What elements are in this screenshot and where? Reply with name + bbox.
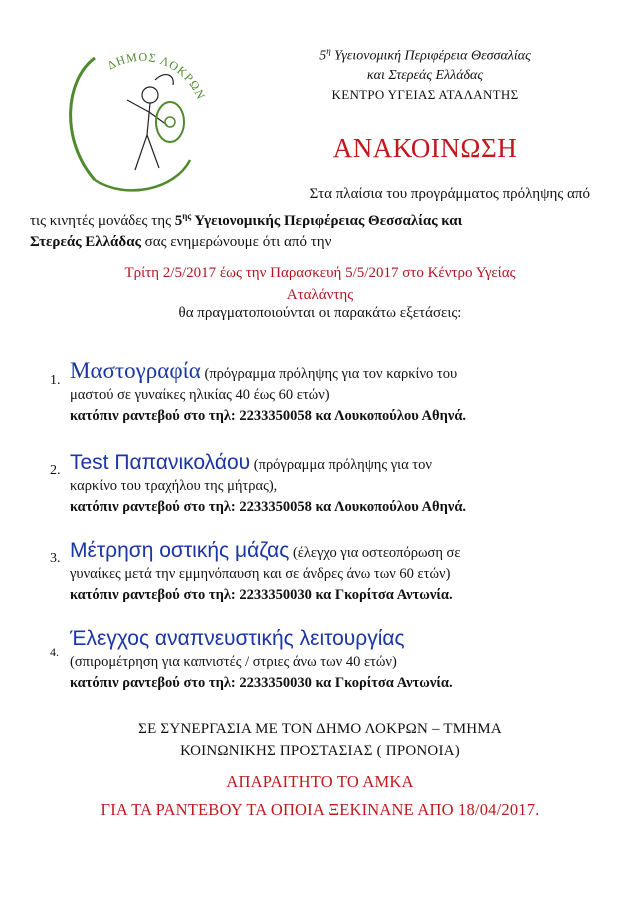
exam-title: Μαστογραφία <box>70 358 201 383</box>
exams-intro: θα πραγματοποιούνται οι παρακάτω εξετάσεις: <box>178 305 462 321</box>
header <box>250 42 600 104</box>
header-line-3: ΚΕΝΤΡΟ ΥΓΕΙΑΣ ΑΤΑΛΑΝΤΗΣ <box>331 86 519 102</box>
header-line-2: και Στερεάς Ελλάδας <box>366 67 484 83</box>
appointment-info: κατόπιν ραντεβού στο τηλ: 2233350030 κα Γκορίτσα Αντωνία. <box>70 675 453 691</box>
requirements-note: ΑΠΑΡΑΙΤΗΤΟ ΤΟ ΑΜΚΑ ΓΙΑ ΤΑ ΡΑΝΤΕΒΟΥ ΤΑ ΟΠΟΙΑ ΞΕΚΙΝΑΝΕ ΑΠΟ 18/04/2017. <box>100 772 540 819</box>
intro-paragraph: Στα πλαίσια του προγράμματος πρόληψης από τις κινητές μονάδες της $5^{\eta\varsigma}$ Υγειονομικής Περιφέρειας Θεσσαλίας και Στερεάς Ελλάδας σας ενημερώνουμε ότι από την <box>30 186 590 250</box>
appointment-info: κατόπιν ραντεβού στο τηλ: 2233350030 κα Γκορίτσα Αντωνία. <box>70 587 453 603</box>
exam-title: Test Παπανικολάου <box>70 451 251 474</box>
announcement-title: ΑΝΑΚΟΙΝΩΣΗ <box>332 133 518 163</box>
cooperation-note: ΣΕ ΣΥΝΕΡΓΑΣΙΑ ΜΕ ΤΟΝ ΔΗΜΟ ΛΟΚΡΩΝ – ΤΜΗΜΑ ΚΟΙΝΩΝΙΚΗΣ ΠΡΟΣΤΑΣΙΑΣ ( ΠΡΟΝΟΙΑ) <box>138 721 502 759</box>
exam-item-pap-test: 2. Test Παπανικολάου (πρόγραμμα πρόληψης για τον καρκίνο του τραχήλου της μήτρας), κατόπιν ραντεβού στο τηλ: 2233350058 κα Λουκοπούλου Αθηνά. <box>40 452 620 518</box>
municipality-logo <box>55 40 215 200</box>
exam-item-spirometry: 4. Έλεγχος αναπνευστικής λειτουργίας (σπιρομέτρηση για καπνιστές / στριες άνω των 40 ετών) κατόπιν ραντεβού στο τηλ: 2233350030 κα Γκορίτσα Αντωνία. <box>40 628 620 694</box>
logo-text: ΔΗΜΟΣ ΛΟΚΡΩΝ <box>104 49 209 102</box>
exam-title: Μέτρηση οστικής μάζας <box>70 539 290 562</box>
date-range: Τρίτη 2/5/2017 έως την Παρασκευή 5/5/2017 στο Κέντρο Υγείας Αταλάντης <box>124 265 516 303</box>
header-line-1: $5^\eta$ Υγειονομική Περιφέρεια Θεσσαλίας <box>319 46 531 64</box>
svg-text:ΔΗΜΟΣ ΛΟΚΡΩΝ <box>105 50 209 102</box>
appointment-info: κατόπιν ραντεβού στο τηλ: 2233350058 κα Λουκοπούλου Αθηνά. <box>70 408 467 424</box>
exam-item-bone-density: 3. Μέτρηση οστικής μάζας (έλεγχο για οστεοπόρωση σε γυναίκες μετά την εμμηνόπαυση και σε άνδρες άνω των 60 ετών) κατόπιν ραντεβού στο τηλ: 2233350030 κα Γκορίτσα Αντωνία. <box>40 540 620 606</box>
exam-title: Έλεγχος αναπνευστικής λειτουργίας <box>70 627 405 650</box>
appointment-info: κατόπιν ραντεβού στο τηλ: 2233350058 κα Λουκοπούλου Αθηνά. <box>70 499 467 515</box>
warrior-figure <box>127 75 173 170</box>
exam-item-mammography: 1. Μαστογραφία (πρόγραμμα πρόληψης για τον καρκίνο του μαστού σε γυναίκες ηλικίας 40 έως 60 ετών) κατόπιν ραντεβού στο τηλ: 2233350058 κα Λουκοπούλου Αθηνά. <box>40 360 620 427</box>
